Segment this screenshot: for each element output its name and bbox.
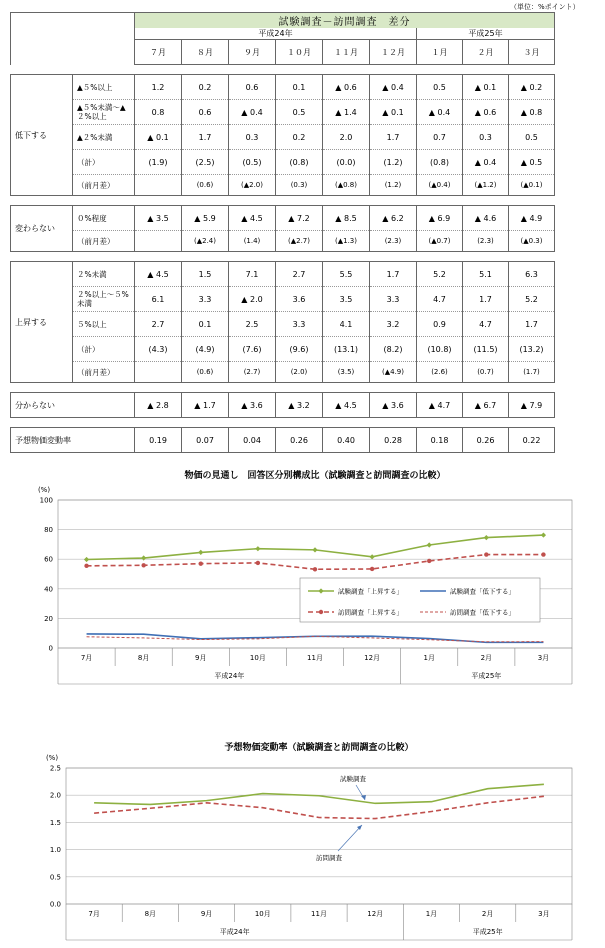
value-cell: (2.6) — [417, 362, 463, 383]
table-row — [11, 175, 555, 196]
data-point — [141, 555, 146, 560]
value-cell: (2.3) — [370, 231, 417, 252]
value-cell: 5.1 — [463, 262, 509, 287]
x-tick-label: 8月 — [137, 654, 150, 662]
value-cell: (4.9) — [182, 337, 229, 362]
value-cell: ▲ 6.7 — [463, 393, 509, 418]
year-label: 平成24年 — [135, 28, 417, 40]
data-point — [541, 532, 546, 537]
data-point — [84, 564, 88, 568]
value-cell: 0.26 — [463, 428, 509, 453]
series-line — [94, 796, 544, 818]
row-category: 上昇する — [11, 262, 73, 383]
row-subcategory: （前月差） — [73, 231, 135, 252]
table-row — [11, 393, 555, 418]
legend-label: 試験調査「低下する」 — [450, 587, 515, 596]
value-cell: (▲2.4) — [182, 231, 229, 252]
value-cell: ▲ 6.2 — [370, 206, 417, 231]
x-tick-label: 9月 — [195, 654, 207, 662]
year-label: 平成25年 — [417, 28, 555, 40]
spacer — [11, 252, 555, 262]
value-cell: (▲0.7) — [417, 231, 463, 252]
data-point — [427, 542, 432, 547]
value-cell: ▲ 4.6 — [463, 206, 509, 231]
year-label: 平成25年 — [472, 928, 503, 936]
value-cell: 4.7 — [417, 287, 463, 312]
value-cell: (7.6) — [229, 337, 276, 362]
value-cell: 0.5 — [276, 100, 323, 125]
y-tick-label: 2.0 — [49, 791, 61, 800]
value-cell: (▲0.1) — [509, 175, 555, 196]
value-cell: 0.1 — [182, 312, 229, 337]
spacer — [11, 383, 555, 393]
x-tick-label: 10月 — [249, 654, 266, 662]
value-cell: (10.8) — [417, 337, 463, 362]
value-cell: (0.8) — [417, 150, 463, 175]
value-cell: ▲ 4.9 — [509, 206, 555, 231]
y-axis-label: (%) — [37, 486, 51, 494]
data-point — [141, 563, 145, 567]
value-cell: ▲ 2.8 — [135, 393, 182, 418]
month-header: １月 — [417, 40, 463, 65]
value-cell: 2.7 — [276, 262, 323, 287]
x-tick-label: 11月 — [307, 654, 323, 662]
table-row — [11, 262, 555, 287]
value-cell: ▲ 4.5 — [229, 206, 276, 231]
value-cell: (▲2.7) — [276, 231, 323, 252]
x-tick-label: 3月 — [537, 654, 550, 662]
table-row — [11, 287, 555, 312]
value-cell: 1.7 — [370, 125, 417, 150]
value-cell: 0.1 — [276, 75, 323, 100]
value-cell: 7.1 — [229, 262, 276, 287]
value-cell: 3.3 — [276, 312, 323, 337]
value-cell: 1.7 — [509, 312, 555, 337]
value-cell: (2.5) — [182, 150, 229, 175]
data-point — [427, 559, 431, 563]
value-cell — [135, 175, 182, 196]
value-cell: ▲ 0.1 — [463, 75, 509, 100]
value-cell: 1.7 — [463, 287, 509, 312]
table-row — [11, 206, 555, 231]
y-tick-label: 0.0 — [49, 900, 61, 909]
chart-title: 予想物価変動率（試験調査と訪問調査の比較） — [224, 743, 414, 753]
x-tick-label: 12月 — [367, 910, 384, 918]
x-tick-label: 1月 — [423, 654, 435, 662]
value-cell: 2.0 — [323, 125, 370, 150]
spacer — [11, 418, 555, 428]
row-subcategory: ２%未満 — [73, 262, 135, 287]
value-cell: (4.3) — [135, 337, 182, 362]
value-cell: 6.1 — [135, 287, 182, 312]
value-cell: 3.2 — [370, 312, 417, 337]
row-subcategory: （計） — [73, 150, 135, 175]
header-blank — [11, 13, 135, 65]
data-point — [370, 567, 374, 571]
legend-marker — [319, 610, 323, 614]
annotation-arrowhead — [361, 795, 366, 800]
value-cell: ▲ 2.0 — [229, 287, 276, 312]
table-row — [11, 150, 555, 175]
value-cell: 0.3 — [229, 125, 276, 150]
y-tick-label: 20 — [44, 614, 53, 623]
x-tick-label: 2月 — [481, 910, 494, 918]
data-point — [312, 547, 317, 552]
table-row — [11, 231, 555, 252]
chart-title: 物価の見通し 回答区分別構成比（試験調査と訪問調査の比較） — [184, 471, 446, 481]
value-cell: ▲ 0.4 — [229, 100, 276, 125]
row-subcategory: ５%以上 — [73, 312, 135, 337]
value-cell: ▲ 0.4 — [463, 150, 509, 175]
value-cell: (0.6) — [182, 362, 229, 383]
spacer — [11, 65, 555, 75]
expected-inflation-line-chart — [0, 732, 605, 948]
value-cell: ▲ 5.9 — [182, 206, 229, 231]
value-cell: 0.5 — [417, 75, 463, 100]
row-subcategory: （計） — [73, 337, 135, 362]
spacer — [11, 196, 555, 206]
legend-label: 訪問調査「上昇する」 — [338, 608, 403, 617]
value-cell: 0.5 — [509, 125, 555, 150]
x-tick-label: 3月 — [538, 910, 550, 918]
value-cell: ▲ 0.6 — [323, 75, 370, 100]
value-cell: 0.2 — [276, 125, 323, 150]
value-cell: ▲ 0.1 — [135, 125, 182, 150]
value-cell: (11.5) — [463, 337, 509, 362]
difference-table — [10, 12, 555, 453]
month-header: １１月 — [323, 40, 370, 65]
data-point — [313, 567, 317, 571]
value-cell: (1.9) — [135, 150, 182, 175]
value-cell: (0.5) — [229, 150, 276, 175]
value-cell: ▲ 0.4 — [417, 100, 463, 125]
value-cell: (1.7) — [509, 362, 555, 383]
value-cell: 0.28 — [370, 428, 417, 453]
value-cell: ▲ 0.4 — [370, 75, 417, 100]
row-category: 分からない — [11, 393, 135, 418]
data-point — [484, 552, 488, 556]
x-tick-label: 2月 — [480, 654, 493, 662]
value-cell: 0.22 — [509, 428, 555, 453]
value-cell: (1.4) — [229, 231, 276, 252]
data-point — [370, 554, 375, 559]
table-title: 試験調査－訪問調査 差分 — [135, 13, 555, 29]
value-cell: (▲1.3) — [323, 231, 370, 252]
month-header: ３月 — [509, 40, 555, 65]
table-row — [11, 312, 555, 337]
row-subcategory: ０%程度 — [73, 206, 135, 231]
y-tick-label: 0.5 — [49, 873, 61, 882]
month-header: ２月 — [463, 40, 509, 65]
value-cell: 0.9 — [417, 312, 463, 337]
x-tick-label: 7月 — [80, 654, 93, 662]
data-point — [84, 557, 89, 562]
year-label: 平成24年 — [214, 672, 245, 680]
value-cell: 6.3 — [509, 262, 555, 287]
x-tick-label: 1月 — [425, 910, 438, 918]
row-category: 変わらない — [11, 206, 73, 252]
annotation-label: 試験調査 — [340, 775, 366, 783]
value-cell: 0.8 — [135, 100, 182, 125]
y-tick-label: 1.0 — [49, 846, 61, 855]
row-subcategory: ▲５%以上 — [73, 75, 135, 100]
table-row — [11, 337, 555, 362]
data-point — [199, 561, 203, 565]
value-cell: (8.2) — [370, 337, 417, 362]
x-tick-label: 8月 — [144, 910, 157, 918]
value-cell: 1.5 — [182, 262, 229, 287]
value-cell: (▲4.9) — [370, 362, 417, 383]
value-cell: (3.5) — [323, 362, 370, 383]
x-tick-label: 10月 — [254, 910, 271, 918]
value-cell: ▲ 0.2 — [509, 75, 555, 100]
data-point — [541, 552, 545, 556]
x-tick-label: 11月 — [311, 910, 327, 918]
value-cell: 2.7 — [135, 312, 182, 337]
value-cell: 0.19 — [135, 428, 182, 453]
month-header: ７月 — [135, 40, 182, 65]
table-row — [11, 100, 555, 125]
month-header: １２月 — [370, 40, 417, 65]
series-line — [87, 634, 544, 642]
table-row — [11, 75, 555, 100]
value-cell: (0.8) — [276, 150, 323, 175]
row-category: 予想物価変動率 — [11, 428, 135, 453]
value-cell: ▲ 4.7 — [417, 393, 463, 418]
value-cell: 1.2 — [135, 75, 182, 100]
value-cell: ▲ 0.1 — [370, 100, 417, 125]
y-axis-label: (%) — [45, 754, 59, 762]
value-cell: 5.5 — [323, 262, 370, 287]
value-cell: ▲ 7.2 — [276, 206, 323, 231]
value-cell: 3.3 — [370, 287, 417, 312]
year-label: 平成25年 — [471, 672, 502, 680]
value-cell: ▲ 1.4 — [323, 100, 370, 125]
value-cell: 0.6 — [229, 75, 276, 100]
row-subcategory: （前月差） — [73, 362, 135, 383]
month-header: １０月 — [276, 40, 323, 65]
value-cell: (1.2) — [370, 175, 417, 196]
value-cell: (2.0) — [276, 362, 323, 383]
value-cell: ▲ 3.5 — [135, 206, 182, 231]
data-point — [255, 546, 260, 551]
row-category: 低下する — [11, 75, 73, 196]
value-cell: (2.3) — [463, 231, 509, 252]
value-cell: (0.3) — [276, 175, 323, 196]
y-tick-label: 1.5 — [49, 818, 61, 827]
y-tick-label: 2.5 — [49, 764, 61, 773]
value-cell: (0.7) — [463, 362, 509, 383]
value-cell: 3.3 — [182, 287, 229, 312]
value-cell: (▲0.3) — [509, 231, 555, 252]
value-cell: 0.04 — [229, 428, 276, 453]
annotation-label: 訪問調査 — [316, 854, 342, 862]
value-cell: 0.3 — [463, 125, 509, 150]
legend-label: 試験調査「上昇する」 — [338, 587, 403, 596]
row-subcategory: （前月差） — [73, 175, 135, 196]
value-cell: ▲ 3.2 — [276, 393, 323, 418]
value-cell: (▲0.8) — [323, 175, 370, 196]
value-cell: 0.18 — [417, 428, 463, 453]
y-tick-label: 80 — [44, 526, 53, 535]
value-cell: (13.2) — [509, 337, 555, 362]
table-row — [11, 428, 555, 453]
data-point — [256, 561, 260, 565]
y-tick-label: 60 — [44, 555, 53, 564]
value-cell: ▲ 0.8 — [509, 100, 555, 125]
unit-note: （単位：%ポイント） — [510, 3, 580, 11]
value-cell: ▲ 3.6 — [229, 393, 276, 418]
value-cell: 1.7 — [370, 262, 417, 287]
x-tick-label: 9月 — [200, 910, 213, 918]
month-header: ９月 — [229, 40, 276, 65]
data-point — [484, 535, 489, 540]
value-cell: 4.7 — [463, 312, 509, 337]
value-cell: (13.1) — [323, 337, 370, 362]
value-cell: ▲ 3.6 — [370, 393, 417, 418]
value-cell: 4.1 — [323, 312, 370, 337]
y-tick-label: 0 — [48, 644, 53, 653]
legend-label: 訪問調査「低下する」 — [450, 608, 515, 617]
value-cell: 2.5 — [229, 312, 276, 337]
value-cell: (2.7) — [229, 362, 276, 383]
data-point — [198, 550, 203, 555]
value-cell: ▲ 0.5 — [509, 150, 555, 175]
value-cell: ▲ 8.5 — [323, 206, 370, 231]
value-cell: (0.0) — [323, 150, 370, 175]
value-cell: (9.6) — [276, 337, 323, 362]
value-cell: (0.6) — [182, 175, 229, 196]
y-tick-label: 100 — [39, 496, 53, 505]
value-cell: 0.7 — [417, 125, 463, 150]
year-label: 平成24年 — [219, 928, 250, 936]
value-cell: ▲ 0.6 — [463, 100, 509, 125]
x-tick-label: 7月 — [88, 910, 100, 918]
table-row — [11, 125, 555, 150]
month-header: ８月 — [182, 40, 229, 65]
value-cell: 5.2 — [509, 287, 555, 312]
y-tick-label: 40 — [44, 585, 53, 594]
value-cell: 3.5 — [323, 287, 370, 312]
row-subcategory: ▲５%未満～▲２%以上 — [73, 100, 135, 125]
value-cell: ▲ 4.5 — [323, 393, 370, 418]
row-subcategory: ２%以上～５%未満 — [73, 287, 135, 312]
value-cell: ▲ 4.5 — [135, 262, 182, 287]
value-cell: (▲2.0) — [229, 175, 276, 196]
value-cell — [135, 362, 182, 383]
value-cell: ▲ 7.9 — [509, 393, 555, 418]
value-cell: (▲1.2) — [463, 175, 509, 196]
x-tick-label: 12月 — [364, 654, 381, 662]
value-cell: 1.7 — [182, 125, 229, 150]
value-cell: 0.07 — [182, 428, 229, 453]
value-cell: 3.6 — [276, 287, 323, 312]
value-cell: 5.2 — [417, 262, 463, 287]
series-line — [94, 784, 544, 804]
composition-line-chart — [0, 462, 605, 702]
value-cell — [135, 231, 182, 252]
value-cell: 0.2 — [182, 75, 229, 100]
value-cell: ▲ 6.9 — [417, 206, 463, 231]
value-cell: (▲0.4) — [417, 175, 463, 196]
value-cell: (1.2) — [370, 150, 417, 175]
row-subcategory: ▲２%未満 — [73, 125, 135, 150]
value-cell: 0.26 — [276, 428, 323, 453]
plot-frame — [58, 500, 572, 648]
value-cell: 0.6 — [182, 100, 229, 125]
value-cell: ▲ 1.7 — [182, 393, 229, 418]
table-row — [11, 362, 555, 383]
annotation-arrow — [338, 825, 362, 851]
value-cell: 0.40 — [323, 428, 370, 453]
